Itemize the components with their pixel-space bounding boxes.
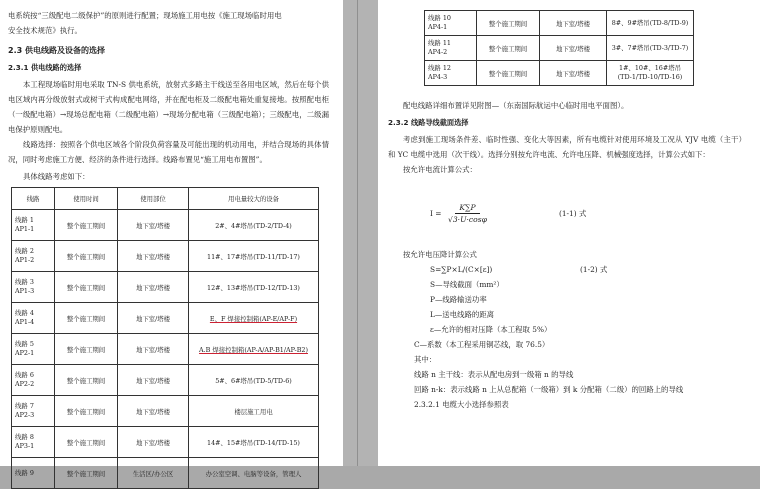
row-time: 整个施工期间	[55, 303, 118, 334]
row-time: 整个施工期间	[477, 61, 540, 86]
table-row	[12, 272, 319, 303]
table-row	[12, 241, 319, 272]
row-place: 地下室/塔楼	[118, 303, 189, 334]
row-devices: 11#、17#塔吊(TD-11/TD-17)	[189, 241, 319, 272]
row-devices: E、F 焊接控制箱(AP-E/AP-F)	[189, 303, 319, 334]
header-time: 使用时间	[55, 188, 118, 210]
table-row	[12, 396, 319, 427]
row-devices: 1#、10#、16#塔吊 (TD-1/TD-10/TD-16)	[607, 61, 694, 86]
row-devices: 楼层施工用电	[189, 396, 319, 427]
row-place: 地下室/塔楼	[118, 396, 189, 427]
paragraph-supply-system: 本工程现场临时用电采取 TN-S 供电系统，放射式多路主干线送至各用电区域，然后在每个供电区域内再分级放射式或树干式构成配电网络，并在配电柜及二级配电箱处重复接地。按照配电柜（一级配电箱）→现场总配电箱（二级配电箱）→现场分配电箱（三级配电箱）；三级配电，二级漏电保护原则配电。	[8, 80, 329, 134]
row-place: 地下室/塔楼	[118, 241, 189, 272]
definition-item: ε—允许的相对压降（本工程取 5%）	[430, 325, 552, 334]
row-devices: A.B 焊接控制箱(AP-A/AP-B1/AP-B2)	[189, 334, 319, 365]
row-time: 整个施工期间	[477, 11, 540, 36]
row-place: 地下室/塔楼	[118, 365, 189, 396]
row-line-id: 线路 1 AP1-1	[12, 210, 55, 241]
page-gutter	[343, 0, 378, 466]
section-heading-2-3-1: 2.3.1 供电线路的选择	[8, 63, 82, 72]
table-row	[12, 334, 319, 365]
row-place: 地下室/塔楼	[540, 36, 607, 61]
formula-lhs: I =	[430, 208, 442, 218]
row-time: 整个施工期间	[55, 396, 118, 427]
row-line-id: 线路 8 AP3-1	[12, 427, 55, 458]
row-time: 整个施工期间	[55, 272, 118, 303]
table-row	[425, 36, 694, 61]
formula-allowable-current	[388, 191, 746, 235]
document-page-left	[0, 0, 343, 478]
formula-number-1-1: (1-1) 式	[558, 208, 587, 218]
document-page-right	[378, 0, 760, 466]
row-devices: 3#、7#塔吊(TD-3/TD-7)	[607, 36, 694, 61]
row-time: 整个施工期间	[55, 210, 118, 241]
table-row	[12, 365, 319, 396]
circuit-table	[11, 187, 319, 489]
header-line: 线路	[12, 188, 55, 210]
formula-number-1-2: (1-2) 式	[580, 265, 608, 274]
intro-line-2: 安全技术规范》执行。	[8, 26, 82, 35]
intro-line-1: 电系统按“三级配电二级保护”的原则进行配置；现场施工用电按《施工现场临时用电	[8, 11, 282, 20]
formula-fraction	[448, 203, 487, 224]
definition-item: S—导线截面（mm²）	[430, 280, 504, 289]
table-caption: 具体线路考虑如下：	[23, 172, 90, 181]
paragraph-line-selection: 线路选择：按照各个供电区域各个阶段负荷容量及可能出现的机动用电，并结合现场的具体情况，同时考虑施工方便、经济的条件进行选择。线路布置见“施工用电布置图”。	[8, 140, 329, 164]
table-row	[12, 210, 319, 241]
row-place: 生活区/办公区	[118, 458, 189, 489]
row-place: 地下室/塔楼	[118, 272, 189, 303]
section-heading-2-3-2-1: 2.3.2.1 电缆大小选择参照表	[414, 400, 509, 409]
row-time: 整个施工期间	[55, 241, 118, 272]
row-place: 地下室/塔楼	[540, 11, 607, 36]
definition-item: L—送电线路的距离	[430, 310, 495, 319]
row-line-id: 线路 6 AP2-2	[12, 365, 55, 396]
row-line-id: 线路 11 AP4-2	[425, 36, 477, 61]
allowable-current-heading: 按允许电流计算公式：	[403, 165, 477, 174]
formula-text: S=∑P×L/(C×[ε])	[430, 265, 493, 274]
paragraph-cable-selection: 考虑到施工现场条件差、临时性强、变化大等因素，所有电缆针对使用环境及工况从 YJV 电缆（主干）和 YC 电缆中选用（次干线）。选择分别按允许电流、允许电压降、机械强度选择，计算公式如下：	[388, 135, 746, 159]
formula-denominator: √3·U·cosφ	[448, 214, 487, 224]
table-row	[12, 427, 319, 458]
row-place: 地下室/塔楼	[118, 427, 189, 458]
row-line-id: 线路 7 AP2-3	[12, 396, 55, 427]
row-devices: 12#、13#塔吊(TD-12/TD-13)	[189, 272, 319, 303]
note-trunk-line: 线路 n 主干线：表示从配电房到一级箱 n 的导线	[414, 370, 574, 379]
row-devices: 8#、9#塔吊(TD-8/TD-9)	[607, 11, 694, 36]
row-devices: 办公室空调、电脑等设备，管理人	[189, 458, 319, 489]
row-place: 地下室/塔楼	[118, 210, 189, 241]
definition-item: C—系数（本工程采用铜芯线，取 76.5）	[414, 340, 550, 349]
table-row	[12, 303, 319, 334]
section-heading-2-3: 2.3 供电线路及设备的选择	[8, 46, 105, 55]
row-time: 整个施工期间	[55, 427, 118, 458]
allowable-voltage-heading: 按允许电压降计算公式	[403, 250, 477, 259]
section-heading-2-3-2: 2.3.2 线路导线截面选择	[388, 118, 469, 127]
circuit-table-continued	[424, 10, 694, 86]
table-header-row	[12, 188, 319, 210]
row-time: 整个施工期间	[55, 334, 118, 365]
note-branch-circuit: 回路 n-k：表示线路 n 上从总配箱（一级箱）到 k 分配箱（二级）的回路上的导线	[414, 385, 684, 394]
table-row	[425, 61, 694, 86]
formula-voltage-drop	[388, 262, 746, 277]
row-place: 地下室/塔楼	[118, 334, 189, 365]
row-line-id: 线路 4 AP1-4	[12, 303, 55, 334]
row-line-id: 线路 9	[12, 458, 55, 489]
definition-item: P—线路输送功率	[430, 295, 487, 304]
header-devices: 用电量较大的设备	[189, 188, 319, 210]
row-time: 整个施工期间	[55, 458, 118, 489]
row-place: 地下室/塔楼	[540, 61, 607, 86]
row-devices: 5#、6#塔吊(TD-5/TD-6)	[189, 365, 319, 396]
row-time: 整个施工期间	[477, 36, 540, 61]
row-line-id: 线路 12 AP4-3	[425, 61, 477, 86]
among-label: 其中：	[414, 355, 437, 364]
row-time: 整个施工期间	[55, 365, 118, 396]
row-line-id: 线路 5 AP2-1	[12, 334, 55, 365]
row-line-id: 线路 3 AP1-3	[12, 272, 55, 303]
gutter-divider	[357, 0, 358, 466]
row-devices: 2#、4#塔吊(TD-2/TD-4)	[189, 210, 319, 241]
row-line-id: 线路 10 AP4-1	[425, 11, 477, 36]
formula-numerator: K∑P	[455, 203, 479, 214]
row-devices: 14#、15#塔吊(TD-14/TD-15)	[189, 427, 319, 458]
paragraph-layout-reference: 配电线路详细布置详见附图—（东南国际航运中心临时用电平面图）。	[403, 101, 629, 110]
table-row	[425, 11, 694, 36]
table-row	[12, 458, 319, 489]
row-line-id: 线路 2 AP1-2	[12, 241, 55, 272]
header-place: 使用部位	[118, 188, 189, 210]
